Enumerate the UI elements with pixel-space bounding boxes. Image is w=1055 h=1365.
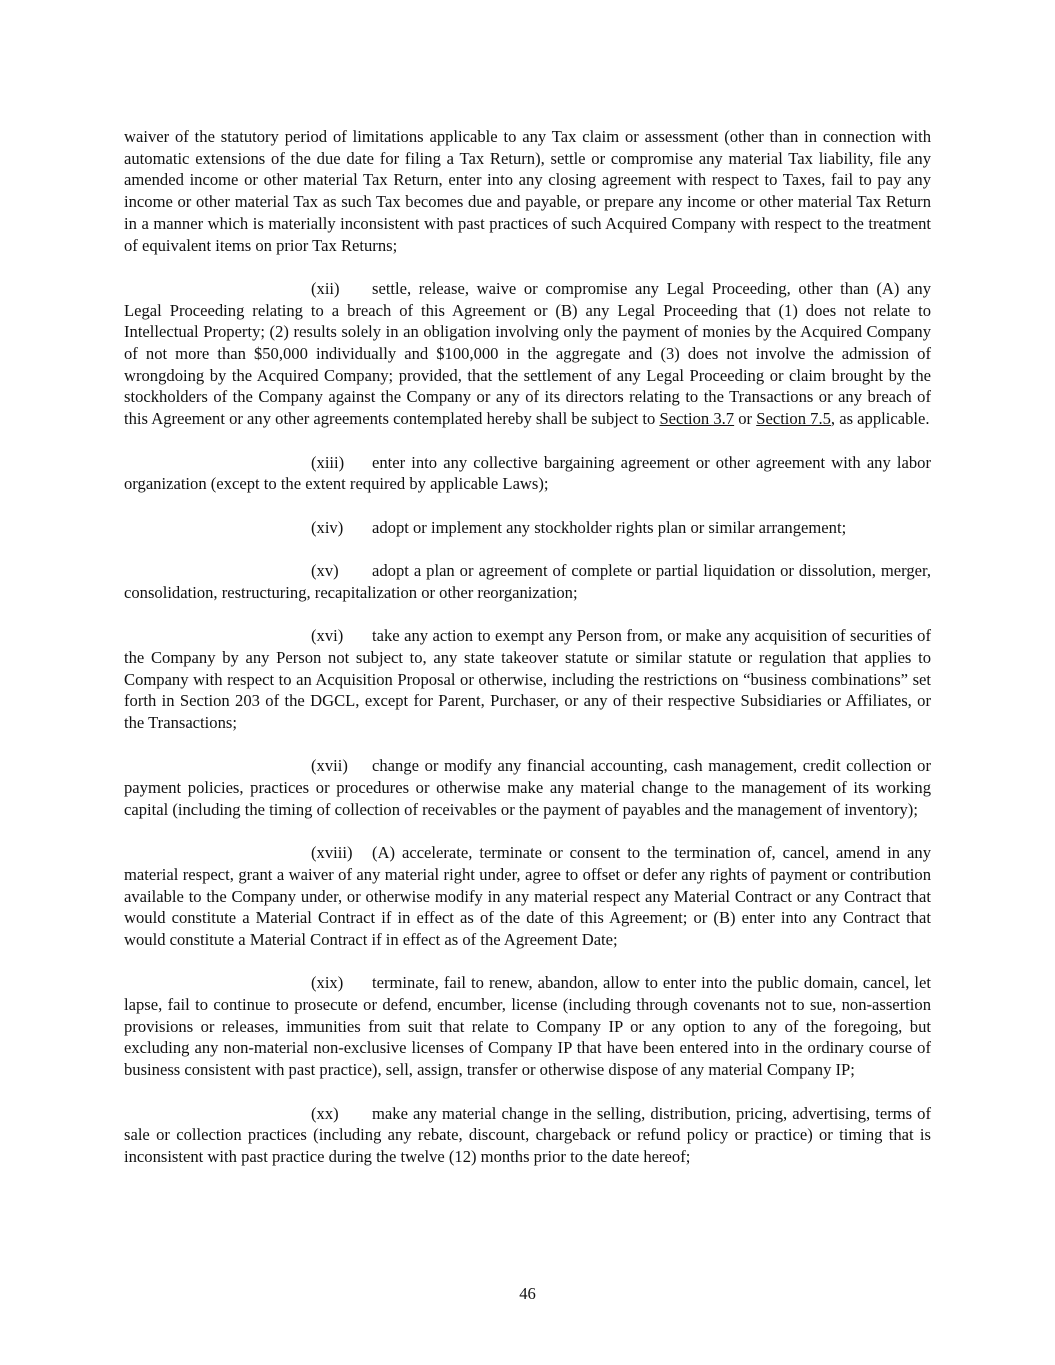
clause-xii — [124, 278, 931, 430]
paragraph-text: , as applicable. — [830, 409, 930, 429]
paragraph-text: adopt a plan or agreement of complete or partial liquidation or dissolution, merger, consolidation, restructuring, recapitalization or other reorganization; — [124, 561, 931, 602]
paragraph-text: (A) accelerate, terminate or consent to the termination of, cancel, amend in any material respect, grant a waiver of any material right under, agree to offset or defer any rights of payment or contribution available to the Company under, or otherwise modify in any material respect any Material Contract or any Contract that would constitute a Material Contract if in effect as of the date of this Agreement; or (B) enter into any Contract that would constitute a Material Contract if in effect as of the Agreement Date; — [124, 843, 931, 949]
paragraph-text: change or modify any financial accounting, cash management, credit collection or payment policies, practices or procedures or otherwise make any material change to the management of its working capital (including the timing of collection of receivables or the payment of payables and the management of inventory); — [124, 756, 931, 819]
paragraph-text: adopt or implement any stockholder rights plan or similar arrangement; — [372, 517, 847, 537]
clause-xx — [124, 1103, 931, 1168]
clause-label: (xiv) — [311, 517, 344, 537]
clause-xix — [124, 972, 931, 1081]
clause-label: (xix) — [311, 973, 344, 993]
section-reference: Section 7.5 — [756, 409, 831, 429]
clause-label: (xv) — [311, 561, 339, 580]
paragraph-text: enter into any collective bargaining agreement or other agreement with any labor organization (except to the extent required by applicable Laws); — [124, 452, 931, 494]
clause-xvi — [124, 625, 931, 734]
clause-label: (xii) — [311, 278, 340, 298]
clause-xiv — [124, 517, 931, 539]
paragraph-text: make any material change in the selling, distribution, pricing, advertising, terms of sale or collection practices (including any rebate, discount, chargeback or refund policy or practice) or timing that is inconsistent with past practice during the twelve (12) months prior to the date hereof; — [124, 1103, 931, 1166]
clause-xvii — [124, 755, 931, 820]
paragraph-text: take any action to exempt any Person from, or make any acquisition of securities of the Company by any Person not subject to, any state takeover statute or similar statute or regulation that applies to Company with respect to an Acquisition Proposal or otherwise, including the restrictions on “business combinations” set forth in Section 203 of the DGCL, except for Parent, Purchaser, or any of their respective Subsidiaries or Affiliates, or the Transactions; — [124, 626, 931, 732]
paragraph-text: terminate, fail to renew, abandon, allow to enter into the public domain, cancel, let lapse, fail to continue to prosecute or defend, encumber, license (including through covenants not to sue, non-assertion provisions or releases, immunities from suit that relate to Company IP or any option to any of the foregoing, but excluding any non-material non-exclusive licenses of Company IP that have been entered into in the ordinary course of business consistent with past practice), sell, assign, transfer or otherwise dispose of any material Company IP; — [124, 973, 931, 1080]
clause-xiii — [124, 452, 931, 495]
clause-label: (xx) — [311, 1103, 339, 1123]
paragraph-continuation — [124, 126, 931, 256]
document-page — [124, 126, 931, 1189]
section-reference: Section 3.7 — [659, 409, 735, 429]
clause-label: (xvii) — [311, 756, 348, 776]
clause-label: (xviii) — [311, 843, 353, 863]
clause-label: (xiii) — [311, 452, 345, 472]
clause-label: (xvi) — [311, 626, 344, 646]
paragraph-text: settle, release, waive or compromise any Legal Proceeding, other than (A) any Legal Proceeding relating to a breach of this Agreement or (B) any Legal Proceeding that (1) does not relate to Intellectual Property; (2) results solely in an obligation involving only the payment of monies by the Acquired Company of not more than $50,000 individually and $100,000 in the aggregate and (3) does not involve the admission of wrongdoing by the Acquired Company; provided, that the settlement of any Legal Proceeding or claim brought by the stockholders of the Company against the Company or any of its directors relating to the Transactions or any breach of this Agreement or any other agreements contemplated hereby shall be subject to — [124, 278, 931, 429]
paragraph-text: waiver of the statutory period of limitations applicable to any Tax claim or assessment (other than in connection with automatic extensions of the due date for filing a Tax Return), settle or compromise any material Tax liability, file any amended income or other material Tax Return, enter into any closing agreement with respect to Taxes, fail to pay any income or other material Tax as such Tax becomes due and payable, or prepare any income or other material Tax Return in a manner which is materially inconsistent with past practices of such Acquired Company with respect to the treatment of equivalent items on prior Tax Returns; — [124, 127, 931, 255]
clause-xviii — [124, 842, 931, 951]
clause-xv — [124, 560, 931, 603]
page-number: 46 — [519, 1284, 536, 1303]
paragraph-text: or — [734, 409, 757, 429]
